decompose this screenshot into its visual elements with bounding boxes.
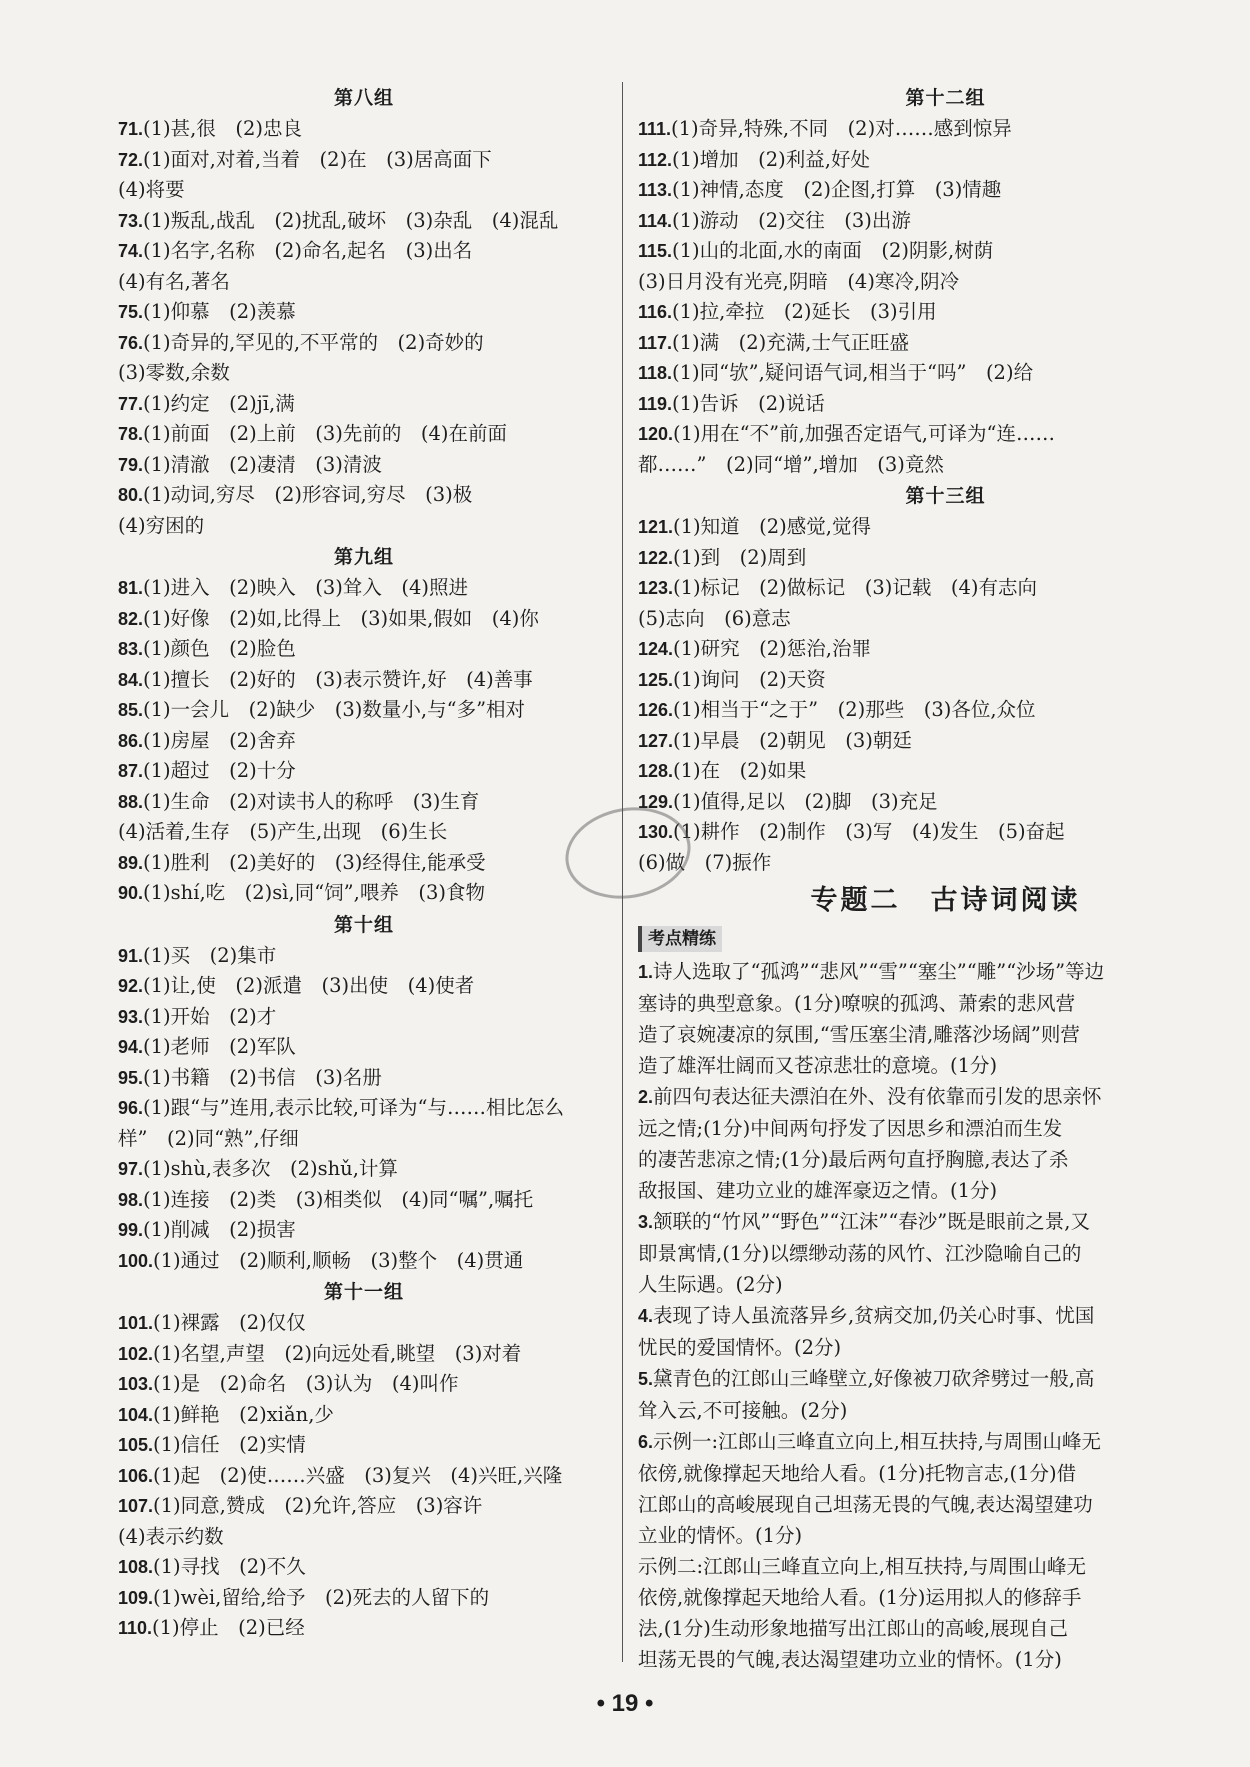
group-11 (118, 1276, 610, 1644)
topic-title: 专题二 古诗词阅读 (810, 885, 1081, 916)
answer-paragraph: 1.诗人选取了“孤鸿”“悲风”“雪”“塞尘”“雕”“沙场”等边 塞诗的典型意象。(1分)嘹唳的孤鸿、萧索的悲风营 造了哀婉凄凉的氛围,“雪压塞尘清,雕落沙场阔”则营 造了雄浑壮阔而又苍凉悲壮的意境。(1分) (638, 960, 1105, 1077)
group-12 (638, 82, 1250, 480)
answer-item: 119.(1)告诉 (2)说话 (638, 391, 825, 415)
answer-item: 93.(1)开始 (2)才 (118, 1004, 277, 1028)
answer-item: 91.(1)买 (2)集市 (118, 943, 277, 967)
answer-item: 103.(1)是 (2)命名 (3)认为 (4)叫作 (118, 1372, 459, 1395)
answer-item: 90.(1)shí,吃 (2)sì,同“饲”,喂养 (3)食物 (118, 881, 485, 904)
answer-item: 126.(1)相当于“之于” (2)那些 (3)各位,众位 (638, 698, 1036, 721)
group-title: 第九组 (333, 546, 394, 568)
answer-item: 115.(1)山的北面,水的南面 (2)阴影,树荫 (3)日月没有光亮,阴暗 (4)寒冷,阴冷 (638, 239, 994, 293)
answer-item: 128.(1)在 (2)如果 (638, 759, 807, 782)
answer-item: 106.(1)起 (2)使……兴盛 (3)复兴 (4)兴旺,兴隆 (118, 1463, 563, 1487)
answer-item: 94.(1)老师 (2)军队 (118, 1035, 296, 1058)
answer-item: 99.(1)削减 (2)损害 (118, 1218, 296, 1241)
answer-item: 127.(1)早晨 (2)朝见 (3)朝廷 (638, 728, 912, 752)
answer-item: 100.(1)通过 (2)顺利,顺畅 (3)整个 (4)贯通 (118, 1248, 524, 1272)
answer-item: 83.(1)颜色 (2)脸色 (118, 637, 296, 660)
group-title: 第十一组 (323, 1281, 404, 1303)
answer-item: 79.(1)清澈 (2)凄清 (3)清波 (118, 452, 382, 476)
group-8 (118, 82, 610, 541)
answer-paragraph: 3.颔联的“竹风”“野色”“江沫”“春沙”既是眼前之景,又 即景寓情,(1分)以缥缈动荡的风竹、江沙隐喻自己的 人生际遇。(2分) (638, 1210, 1090, 1296)
answer-item: 101.(1)裸露 (2)仅仅 (118, 1311, 306, 1334)
answer-paragraph: 6.示例一:江郎山三峰直立向上,相互扶持,与周围山峰无 依傍,就像撑起天地给人看。(1分)托物言志,(1分)借 江郎山的高峻展现自己坦荡无畏的气魄,表达渴望建功 立业的情怀。(1分) 示例二:江郎山三峰直立向上,相互扶持,与周围山峰无 依傍,就像撑起天地给人看。(1分)运用拟人的修辞手 法,(1分)生动形象地描写出江郎山的高峻,展现自己 坦荡无畏的气魄,表达渴望建功立业的情怀。(1分) (638, 1430, 1101, 1671)
answer-item: 87.(1)超过 (2)十分 (118, 759, 296, 782)
answer-item: 113.(1)神情,态度 (2)企图,打算 (3)情趣 (638, 178, 1002, 201)
answer-item: 111.(1)奇异,特殊,不同 (2)对……感到惊异 (638, 117, 1012, 140)
answer-item: 104.(1)鲜艳 (2)xiǎn,少 (118, 1402, 334, 1426)
answer-item: 81.(1)进入 (2)映入 (3)耸入 (4)照进 (118, 576, 469, 599)
answer-paragraph: 4.表现了诗人虽流落异乡,贫病交加,仍关心时事、忧国 忧民的爱国情怀。(2分) (638, 1304, 1095, 1359)
answer-item: 85.(1)一会儿 (2)缺少 (3)数量小,与“多”相对 (118, 698, 526, 721)
group-13 (638, 480, 1250, 878)
answer-item: 130.(1)耕作 (2)制作 (3)写 (4)发生 (5)奋起 (6)做 (7)振作 (638, 820, 1065, 874)
answer-item: 124.(1)研究 (2)惩治,治罪 (638, 637, 871, 660)
answer-item: 109.(1)wèi,留给,给予 (2)死去的人留下的 (118, 1585, 490, 1609)
answer-item: 105.(1)信任 (2)实情 (118, 1433, 306, 1456)
answer-item: 112.(1)增加 (2)利益,好处 (638, 147, 870, 171)
answer-item: 116.(1)拉,牵拉 (2)延长 (3)引用 (638, 300, 937, 323)
group-title: 第十组 (333, 913, 394, 936)
answer-item: 95.(1)书籍 (2)书信 (3)名册 (118, 1065, 382, 1089)
answer-item: 72.(1)面对,对着,当着 (2)在 (3)居高面下 (4)将要 (118, 147, 492, 201)
answer-item: 102.(1)名望,声望 (2)向远处看,眺望 (3)对着 (118, 1341, 522, 1365)
answer-item: 98.(1)连接 (2)类 (3)相类似 (4)同“嘱”,嘱托 (118, 1187, 534, 1211)
group-title: 第十二组 (905, 87, 986, 109)
answer-item: 96.(1)跟“与”连用,表示比较,可译为“与……相比怎么 样” (2)同“熟”,仔细 (118, 1096, 564, 1150)
answer-item: 88.(1)生命 (2)对读书人的称呼 (3)生育 (4)活着,生存 (5)产生,出现 (6)生长 (118, 789, 480, 843)
answer-item: 123.(1)标记 (2)做标记 (3)记载 (4)有志向 (5)志向 (6)意志 (638, 576, 1038, 630)
answer-item: 121.(1)知道 (2)感觉,觉得 (638, 515, 871, 538)
answer-item: 74.(1)名字,名称 (2)命名,起名 (3)出名 (4)有名,著名 (118, 239, 473, 293)
answer-item: 77.(1)约定 (2)jī,满 (118, 391, 295, 415)
answer-item: 129.(1)值得,足以 (2)脚 (3)充足 (638, 789, 938, 813)
group-title: 第十三组 (905, 485, 986, 507)
answer-item: 110.(1)停止 (2)已经 (118, 1616, 305, 1639)
right-column (638, 82, 1250, 1675)
answer-item: 89.(1)胜利 (2)美好的 (3)经得住,能承受 (118, 850, 486, 874)
group-9 (118, 541, 610, 909)
page-number: • 19 • (596, 1690, 654, 1717)
answer-item: 122.(1)到 (2)周到 (638, 545, 807, 569)
group-title: 第八组 (333, 87, 394, 109)
answer-item: 84.(1)擅长 (2)好的 (3)表示赞许,好 (4)善事 (118, 667, 533, 691)
answer-item: 78.(1)前面 (2)上前 (3)先前的 (4)在前面 (118, 422, 508, 445)
answer-item: 86.(1)房屋 (2)舍弃 (118, 728, 296, 752)
section-badge: 考点精练 (638, 926, 722, 952)
answer-item: 108.(1)寻找 (2)不久 (118, 1555, 306, 1578)
answer-item: 71.(1)甚,很 (2)忠良 (118, 117, 302, 140)
answer-item: 80.(1)动词,穷尽 (2)形容词,穷尽 (3)极 (4)穷困的 (118, 483, 473, 537)
answer-item: 125.(1)询问 (2)天资 (638, 667, 826, 691)
answer-paragraph: 2.前四句表达征夫漂泊在外、没有依靠而引发的思亲怀 远之情;(1分)中间两句抒发了因思乡和漂泊而生发 的凄苦悲凉之情;(1分)最后两句直抒胸臆,表达了杀 敌报国、建功立业的雄浑豪迈之情。(1分) (638, 1085, 1102, 1202)
answer-item: 92.(1)让,使 (2)派遣 (3)出使 (4)使者 (118, 974, 475, 997)
answer-item: 120.(1)用在“不”前,加强否定语气,可译为“连…… 都……” (2)同“增”,增加 (3)竟然 (638, 422, 1055, 476)
answer-item: 107.(1)同意,赞成 (2)允许,答应 (3)容许 (4)表示约数 (118, 1494, 483, 1548)
answer-item: 117.(1)满 (2)充满,士气正旺盛 (638, 330, 909, 354)
answer-item: 75.(1)仰慕 (2)羡慕 (118, 300, 296, 323)
answer-item: 76.(1)奇异的,罕见的,不平常的 (2)奇妙的 (3)零数,余数 (118, 330, 484, 384)
group-10 (118, 909, 610, 1277)
answer-item: 114.(1)游动 (2)交往 (3)出游 (638, 208, 911, 232)
answer-item: 82.(1)好像 (2)如,比得上 (3)如果,假如 (4)你 (118, 606, 539, 630)
left-column (118, 82, 610, 1644)
answer-paragraph: 5.黛青色的江郎山三峰壁立,好像被刀砍斧劈过一般,高 耸入云,不可接触。(2分) (638, 1367, 1095, 1422)
answer-item: 97.(1)shù,表多次 (2)shǔ,计算 (118, 1157, 398, 1180)
answer-item: 73.(1)叛乱,战乱 (2)扰乱,破坏 (3)杂乱 (4)混乱 (118, 208, 559, 232)
answer-item: 118.(1)同“欤”,疑问语气词,相当于“吗” (2)给 (638, 361, 1034, 384)
